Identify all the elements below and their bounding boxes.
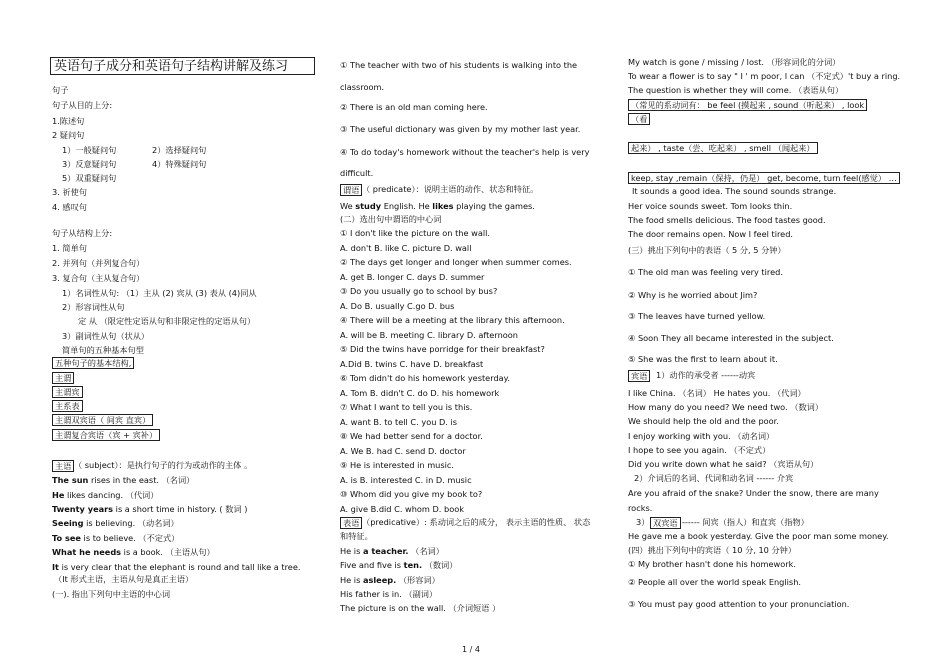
col1-line-17: 定 从 （限定性定语从句和非限定性的定语从句） — [78, 316, 256, 326]
col3-line-4: （看 — [628, 113, 650, 125]
col1-line-6: 3）反意疑问句 — [62, 159, 117, 169]
col1-line-12: 1. 简单句 — [52, 243, 87, 253]
col3-line-19: I like China. （名词） He hates you. （代词） — [628, 388, 806, 398]
col1-line-4: 1）一般疑问句 — [62, 145, 117, 155]
col3-line-26: Are you afraid of the snake? Under the snow, there are many — [628, 488, 879, 498]
col1-line-18: 3）副词性从句（状从） — [62, 331, 150, 341]
col2-line-15: A. Do B. usually C.go D. bus — [340, 301, 455, 311]
col3-line-18: 1）动作的承受者 ------动宾 — [656, 370, 756, 380]
col2-line-14: ③ Do you usually go to school by bus? — [340, 286, 498, 296]
col3-line-0: My watch is gone / missing / lost. （形容词化的分词） — [628, 57, 841, 67]
col1-line-9: 3. 祈使句 — [52, 187, 87, 197]
col2-line-24: ⑧ We had better send for a doctor. — [340, 431, 483, 441]
col1-line-30: Twenty years is a short time in history. ( 数词 ) — [52, 504, 248, 514]
col1-line-13: 2. 并列句（并列复合句） — [52, 258, 145, 268]
col1-line-36: (一). 指出下列句中主语的中心词 — [52, 589, 171, 599]
col1-line-10: 4. 感叹句 — [52, 202, 87, 212]
col3-line-6: keep, stay ,remain（保持，仍是） get, become, turn feel(感觉） … — [628, 172, 900, 184]
col2-line-13: A. get B. longer C. days D. summer — [340, 272, 485, 282]
col2-line-31: （predicative）: 系动词之后的成分， 表示主语的性质、 状态 — [362, 517, 591, 527]
col2-line-23: A. want B. to tell C. you D. is — [340, 417, 458, 427]
col3-line-3: （常见的系动词有： be feel (摸起来 , sound（听起来） , look — [628, 99, 867, 111]
col2-line-11: A. don't B. like C. picture D. wall — [340, 243, 472, 253]
page-number: 1 / 4 — [462, 645, 480, 654]
col3-line-28: 3） — [636, 517, 650, 527]
col2-line-1: classroom. — [340, 82, 385, 92]
col2-line-37: The picture is on the wall. （介词短语 ） — [340, 603, 501, 613]
col1-line-27: （ subject）：是执行句子的行为或动作的主体 。 — [74, 460, 253, 470]
col2-line-18: ⑤ Did the twins have porridge for their breakfast? — [340, 344, 545, 354]
col3-line-11: (三）挑出下列句中的表语（ 5 分, 5 分钟） — [628, 245, 786, 255]
col3-line-23: I hope to see you again. （不定式） — [628, 445, 771, 455]
col1-line-26: 主语 — [52, 460, 74, 472]
col3-line-20: How many do you need? We need two. （数词） — [628, 402, 824, 412]
col2-line-3: ③ The useful dictionary was given by my mother last year. — [340, 124, 581, 134]
col3-line-25: 2）介词后的名词、代词和动名词 ------ 介宾 — [634, 473, 794, 483]
col2-line-22: ⑦ What I want to tell you is this. — [340, 402, 473, 412]
col3-line-1: To wear a flower is to say " I ' m poor, I can （不定式）'t buy a ring. — [628, 71, 901, 81]
col3-line-22: I enjoy working with you. （动名词） — [628, 431, 775, 441]
col2-line-20: ⑥ Tom didn't do his homework yesterday. — [340, 373, 510, 383]
col3-line-27: rocks. — [628, 503, 653, 513]
col2-line-9: (二）选出句中谓语的中心词 — [340, 214, 442, 224]
col3-line-15: ④ Soon They all became interested in the subject. — [628, 333, 834, 343]
col2-line-17: A. will be B. meeting C. library D. afternoon — [340, 330, 518, 340]
col1-line-8: 5）双重疑问句 — [62, 173, 117, 183]
col1-line-16: 2）形容词性从句 — [62, 302, 125, 312]
col2-line-28: ⑩ Whom did you give my book to? — [340, 489, 483, 499]
col3-line-31: He gave me a book yesterday. Give the poor man some money. — [628, 531, 889, 541]
col1-line-11: 句子从结构上分: — [52, 228, 113, 238]
col1-line-2: 1.陈述句 — [52, 116, 85, 126]
document-title: 英语句子成分和英语句子结构讲解及练习 — [50, 57, 315, 75]
col3-line-24: Did you write down what he said? （宾语从句） — [628, 459, 819, 469]
col1-line-34: It is very clear that the elephant is round and tall like a tree. — [52, 562, 301, 572]
col2-line-30: 表语 — [340, 517, 362, 529]
col2-line-4: ④ To do today's homework without the teacher's help is very — [340, 147, 590, 157]
col3-line-7: It sounds a good idea. The sound sounds strange. — [632, 186, 837, 196]
col3-line-17: 宾语 — [628, 370, 650, 382]
col2-line-5: difficult. — [340, 168, 374, 178]
col1-line-15: 1）名词性从句: （1）主从 (2) 宾从 (3) 表从 (4)同从 — [62, 288, 257, 298]
col1-line-23: 主系表 — [52, 400, 83, 412]
col2-line-19: A.Did B. twins C. have D. breakfast — [340, 359, 484, 369]
col1-line-20: 五种句子的基本结构, — [52, 357, 134, 369]
col1-line-7: 4）特殊疑问句 — [152, 159, 207, 169]
col3-line-5: 起来） , taste（尝、吃起来） , smell （闻起来） — [628, 142, 818, 154]
col3-line-32: (四）挑出下列句中的宾语（ 10 分, 10 分钟） — [628, 545, 797, 555]
col1-line-1: 句子从目的上分: — [52, 100, 113, 110]
col2-line-12: ② The days get longer and longer when summer comes. — [340, 257, 572, 267]
col3-line-16: ⑤ She was the first to learn about it. — [628, 354, 778, 364]
col3-line-13: ② Why is he worried about Jim? — [628, 290, 758, 300]
col1-line-19: 简单句的五种基本句型 — [62, 345, 144, 355]
col1-line-24: 主谓双宾语（ 间宾 直宾） — [52, 414, 153, 426]
col3-line-10: The door remains open. Now I feel tired. — [628, 229, 793, 239]
col2-line-32: 和特征。 — [340, 531, 373, 541]
col3-line-14: ③ The leaves have turned yellow. — [628, 311, 766, 321]
col3-line-8: Her voice sounds sweet. Tom looks thin. — [628, 201, 793, 211]
col3-line-35: ③ You must pay good attention to your pronunciation. — [628, 599, 850, 609]
col2-line-7: （ predicate）：说明主语的动作、状态和特征。 — [362, 184, 539, 194]
col2-line-34: Five and five is ten. （数词） — [340, 560, 458, 570]
col1-line-21: 主谓 — [52, 372, 74, 384]
col2-line-36: His father is in. （副词） — [340, 589, 438, 599]
col1-line-3: 2 疑问句 — [52, 130, 85, 140]
col1-line-35: （It 形式主语，主语从句是真正主语） — [54, 574, 194, 584]
col3-line-21: We should help the old and the poor. — [628, 416, 779, 426]
col2-line-8: We study English. He likes playing the games. — [340, 201, 535, 211]
col1-line-29: He likes dancing. （代词） — [52, 490, 159, 500]
col3-line-33: ① My brother hasn't done his homework. — [628, 559, 796, 569]
col1-line-28: The sun rises in the east. （名词） — [52, 475, 195, 485]
col3-line-9: The food smells delicious. The food tastes good. — [628, 215, 826, 225]
col3-line-29: 双宾语 — [650, 517, 681, 529]
col3-line-30: ------ 间宾（指人）和直宾（指物） — [682, 517, 809, 527]
col1-line-25: 主谓复合宾语（宾 + 宾补） — [52, 429, 160, 441]
col2-line-16: ④ There will be a meeting at the library this afternoon. — [340, 315, 565, 325]
col1-line-0: 句子 — [52, 85, 69, 95]
col1-line-31: Seeing is believing. （动名词） — [52, 518, 179, 528]
col2-line-0: ① The teacher with two of his students is walking into the — [340, 60, 578, 70]
col3-line-12: ① The old man was feeling very tired. — [628, 267, 783, 277]
col2-line-26: ⑨ He is interested in music. — [340, 460, 455, 470]
col1-line-5: 2）选择疑问句 — [152, 145, 207, 155]
col1-line-33: What he needs is a book. （主语从句） — [52, 547, 215, 557]
col2-line-6: 谓语 — [340, 184, 362, 196]
col1-line-32: To see is to believe. （不定式） — [52, 533, 180, 543]
col2-line-25: A. We B. had C. send D. doctor — [340, 446, 466, 456]
col2-line-27: A. is B. interested C. in D. music — [340, 475, 472, 485]
col1-line-14: 3. 复合句（主从复合句） — [52, 273, 145, 283]
col2-line-10: ① I don't like the picture on the wall. — [340, 228, 491, 238]
col2-line-35: He is asleep. （形容词） — [340, 575, 440, 585]
col3-line-34: ② People all over the world speak English. — [628, 577, 801, 587]
col3-line-2: The question is whether they will come. （表语从句） — [628, 85, 844, 95]
col2-line-2: ② There is an old man coming here. — [340, 102, 488, 112]
col2-line-21: A. Tom B. didn't C. do D. his homework — [340, 388, 500, 398]
col1-line-22: 主谓宾 — [52, 386, 83, 398]
col2-line-29: A. give B.did C. whom D. book — [340, 504, 464, 514]
col2-line-33: He is a teacher. （名词） — [340, 546, 444, 556]
